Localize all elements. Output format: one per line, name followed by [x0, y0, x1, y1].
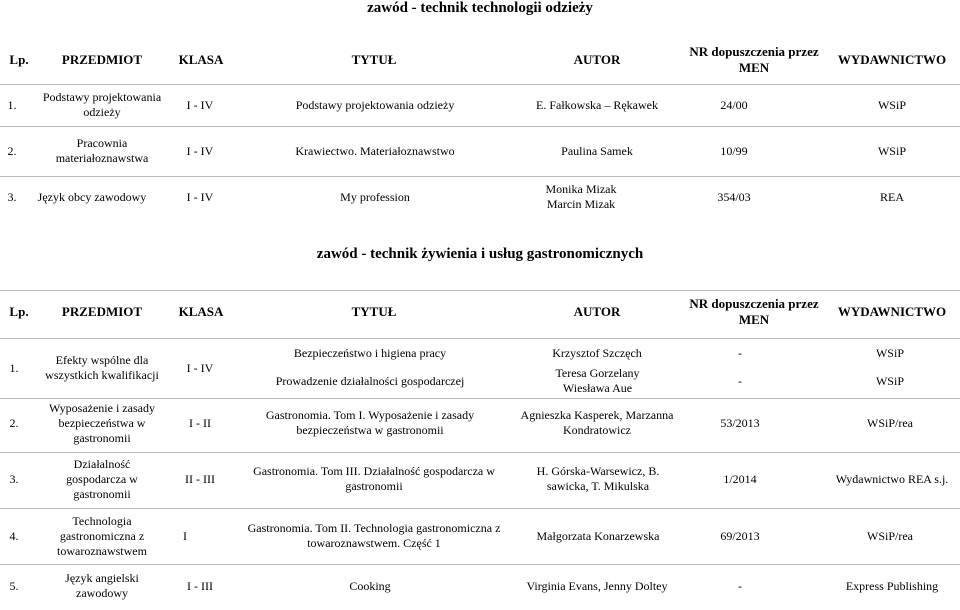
cell-lp: 4.: [9, 528, 19, 543]
section2-title: zawód - technik żywienia i usług gastronomicznych: [316, 246, 644, 262]
cell-lp: 3.: [9, 471, 19, 486]
cell-wydawnictwo: WSiP/rea: [867, 528, 913, 543]
divider: [0, 338, 960, 339]
cell-klasa: I - IV: [186, 97, 214, 112]
cell-klasa: I - IV: [186, 189, 214, 204]
section1-title: zawód - technik technologii odzieży: [367, 0, 593, 16]
cell-nr: 53/2013: [720, 415, 760, 430]
table-row: [0, 454, 960, 504]
divider: [0, 126, 960, 127]
cell-lp: 1.: [9, 360, 19, 375]
divider: [0, 84, 960, 85]
table-row: [0, 566, 960, 606]
table-row: [0, 340, 960, 396]
cell-wydawnictwo: WSiP: [875, 345, 904, 360]
table-row: [0, 86, 960, 124]
cell-tytul: Bezpieczeństwo i higiena pracy: [293, 345, 447, 360]
cell-wydawnictwo: Wydawnictwo REA s.j.: [835, 471, 949, 486]
header-tytul: TYTUŁ: [351, 304, 397, 319]
header-przedmiot: PRZEDMIOT: [61, 52, 143, 67]
cell-przedmiot: Efekty wspólne dla wszystkich kwalifikacji: [45, 353, 159, 382]
cell-przedmiot: Język angielski zawodowy: [65, 571, 139, 600]
header-autor: AUTOR: [573, 52, 621, 67]
cell-tytul: Gastronomia. Tom III. Działalność gospodarcza w gastronomii: [253, 464, 495, 493]
cell-przedmiot: Pracownia materiałoznawstwa: [55, 136, 149, 165]
header-klasa: KLASA: [178, 52, 224, 67]
header-przedmiot: PRZEDMIOT: [61, 304, 143, 319]
cell-tytul: Cooking: [349, 578, 391, 593]
cell-przedmiot: Działalność gospodarcza w gastronomii: [66, 456, 138, 501]
cell-klasa: II - III: [185, 471, 215, 486]
cell-wydawnictwo: WSiP: [877, 143, 906, 158]
cell-nr: 24/00: [720, 97, 748, 112]
cell-tytul: Podstawy projektowania odzieży: [295, 97, 455, 112]
cell-lp: 2.: [7, 143, 17, 158]
cell-klasa: I - II: [189, 415, 211, 430]
cell-przedmiot: Język obcy zawodowy: [37, 189, 147, 204]
cell-nr: 1/2014: [723, 471, 757, 486]
cell-autor: Teresa Gorzelany Wiesława Aue: [555, 366, 640, 395]
cell-przedmiot: Technologia gastronomiczna z towaroznawstwem: [57, 513, 147, 558]
cell-wydawnictwo: WSiP: [875, 373, 904, 388]
cell-wydawnictwo: WSiP: [877, 97, 906, 112]
cell-tytul: Prowadzenie działalności gospodarczej: [275, 373, 465, 388]
header-lp: Lp.: [9, 304, 29, 319]
cell-autor: Paulina Samek: [561, 143, 633, 158]
section2-header-row: [0, 292, 960, 332]
cell-autor: H. Górska-Warsewicz, B. sawicka, T. Mikulska: [536, 464, 660, 493]
cell-autor: Krzysztof Szczęch: [552, 345, 642, 360]
cell-autor: Virginia Evans, Jenny Doltey: [526, 578, 668, 593]
header-wydawnictwo: WYDAWNICTWO: [837, 304, 947, 319]
header-nr: NR dopuszczenia przez MEN: [689, 296, 819, 327]
header-klasa: KLASA: [178, 304, 224, 319]
cell-lp: 3.: [7, 189, 17, 204]
table-row: [0, 128, 960, 174]
cell-wydawnictwo: Express Publishing: [845, 578, 939, 593]
divider: [0, 508, 960, 509]
section1-header-row: [0, 40, 960, 80]
cell-nr: -: [738, 373, 742, 388]
header-nr: NR dopuszczenia przez MEN: [689, 44, 819, 75]
cell-nr: -: [738, 345, 742, 360]
cell-nr: 10/99: [720, 143, 748, 158]
cell-tytul: Gastronomia. Tom II. Technologia gastronomiczna z towaroznawstwem. Część 1: [247, 521, 501, 550]
divider: [0, 452, 960, 453]
divider: [0, 290, 960, 291]
cell-przedmiot: Wyposażenie i zasady bezpieczeństwa w gastronomii: [49, 400, 155, 445]
cell-wydawnictwo: WSiP/rea: [867, 415, 913, 430]
cell-lp: 1.: [7, 97, 17, 112]
cell-nr: 354/03: [717, 189, 751, 204]
cell-przedmiot: Podstawy projektowania odzieży: [42, 90, 162, 119]
divider: [0, 176, 960, 177]
cell-klasa: I - IV: [186, 143, 214, 158]
cell-autor: Monika Mizak Marcin Mizak: [545, 182, 617, 211]
divider: [0, 564, 960, 565]
cell-klasa: I - IV: [186, 360, 214, 375]
cell-tytul: Gastronomia. Tom I. Wyposażenie i zasady bezpieczeństwa w gastronomii: [265, 408, 475, 437]
table-row: [0, 178, 960, 216]
cell-klasa: I: [183, 528, 187, 543]
cell-autor: Agnieszka Kasperek, Marzanna Kondratowicz: [520, 408, 674, 437]
cell-nr: 69/2013: [720, 528, 760, 543]
cell-lp: 2.: [9, 415, 19, 430]
cell-autor: E. Fałkowska – Rękawek: [536, 97, 658, 112]
table-row: [0, 510, 960, 562]
cell-lp: 5.: [9, 578, 19, 593]
header-wydawnictwo: WYDAWNICTWO: [837, 52, 947, 67]
divider: [0, 398, 960, 399]
header-autor: AUTOR: [573, 304, 621, 319]
header-lp: Lp.: [9, 52, 29, 67]
cell-autor: Małgorzata Konarzewska: [536, 528, 660, 543]
cell-nr: -: [738, 578, 742, 593]
cell-klasa: I - III: [187, 578, 213, 593]
cell-wydawnictwo: REA: [880, 189, 904, 204]
header-tytul: TYTUŁ: [351, 52, 397, 67]
cell-tytul: Krawiectwo. Materiałoznawstwo: [295, 143, 455, 158]
table-row: [0, 400, 960, 446]
cell-tytul: My profession: [340, 189, 410, 204]
